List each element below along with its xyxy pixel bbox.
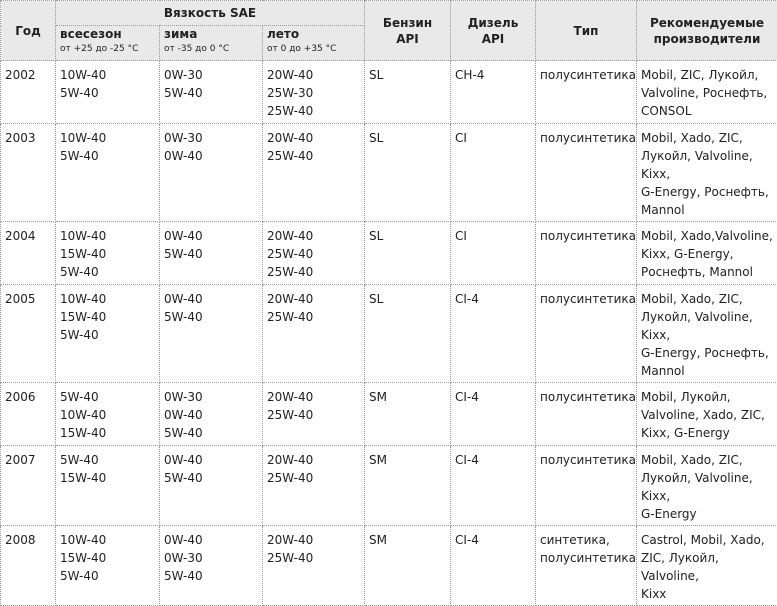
cell-summer-line: 25W-40 [267, 549, 360, 567]
cell-winter [160, 222, 263, 285]
cell-summer-line: 25W-40 [267, 308, 360, 326]
cell-makers [637, 222, 777, 285]
cell-type-line: полусинтетика [540, 66, 632, 84]
cell-makers-line: Valvoline, Роснефть, [641, 84, 773, 102]
cell-makers-line: Kixx, G-Energy, [641, 245, 773, 263]
cell-summer-line: 25W-40 [267, 406, 360, 424]
cell-makers [637, 124, 777, 222]
cell-allseason-line: 5W-40 [60, 567, 155, 585]
cell-year [1, 446, 56, 526]
cell-winter [160, 61, 263, 124]
cell-petrol-api-value: SM [369, 531, 446, 549]
cell-diesel-api-value: CI-4 [455, 388, 531, 406]
header-makers: Рекомендуемые производители [637, 1, 777, 61]
cell-makers [637, 61, 777, 124]
cell-summer-line: 20W-40 [267, 290, 360, 308]
cell-diesel-api-value: CI-4 [455, 531, 531, 549]
cell-summer [263, 61, 365, 124]
cell-winter-line: 0W-40 [164, 147, 258, 165]
cell-summer-line: 25W-40 [267, 469, 360, 487]
cell-type [536, 61, 637, 124]
cell-type-line: полусинтетика [540, 549, 632, 567]
cell-makers [637, 383, 777, 446]
cell-summer-line: 20W-40 [267, 388, 360, 406]
cell-petrol-api-value: SL [369, 227, 446, 245]
cell-petrol-api-value: SM [369, 451, 446, 469]
cell-makers [637, 285, 777, 383]
cell-type [536, 285, 637, 383]
cell-allseason-line: 5W-40 [60, 147, 155, 165]
cell-diesel-api [451, 61, 536, 124]
cell-allseason-line: 5W-40 [60, 263, 155, 281]
table-row [1, 526, 777, 606]
cell-type-line: полусинтетика [540, 227, 632, 245]
cell-allseason-line: 5W-40 [60, 326, 155, 344]
cell-winter [160, 526, 263, 606]
cell-diesel-api [451, 446, 536, 526]
cell-petrol-api-value: SL [369, 290, 446, 308]
cell-petrol-api [365, 285, 451, 383]
cell-diesel-api [451, 526, 536, 606]
cell-summer-line: 25W-40 [267, 147, 360, 165]
cell-winter-line: 0W-30 [164, 549, 258, 567]
cell-winter [160, 285, 263, 383]
cell-allseason [56, 124, 160, 222]
cell-year-value: 2004 [5, 227, 51, 245]
cell-winter-line: 0W-40 [164, 406, 258, 424]
cell-petrol-api [365, 124, 451, 222]
cell-type-line: полусинтетика [540, 129, 632, 147]
cell-allseason-line: 10W-40 [60, 290, 155, 308]
cell-allseason-line: 15W-40 [60, 245, 155, 263]
header-summer: лето от 0 до +35 °C [263, 26, 365, 61]
table-row [1, 61, 777, 124]
cell-petrol-api [365, 383, 451, 446]
cell-makers-line: Лукойл, Valvoline, Kixx, [641, 308, 773, 344]
cell-allseason-line: 5W-40 [60, 451, 155, 469]
cell-year [1, 222, 56, 285]
cell-winter-line: 0W-30 [164, 129, 258, 147]
cell-makers-line: Valvoline, Xado, ZIC, [641, 406, 773, 424]
cell-diesel-api-value: CI [455, 227, 531, 245]
cell-summer-line: 25W-40 [267, 245, 360, 263]
cell-summer [263, 222, 365, 285]
cell-winter-line: 5W-40 [164, 84, 258, 102]
cell-year-value: 2008 [5, 531, 51, 549]
cell-diesel-api [451, 222, 536, 285]
cell-allseason-line: 15W-40 [60, 308, 155, 326]
cell-winter-line: 0W-40 [164, 227, 258, 245]
cell-petrol-api [365, 222, 451, 285]
cell-year-value: 2003 [5, 129, 51, 147]
cell-makers-line: Mobil, Xado,Valvoline, [641, 227, 773, 245]
cell-winter-line: 5W-40 [164, 424, 258, 442]
cell-petrol-api-value: SL [369, 129, 446, 147]
header-diesel-api: Дизель API [451, 1, 536, 61]
cell-makers-line: CONSOL [641, 102, 773, 120]
cell-makers-line: Castrol, Mobil, Xado, [641, 531, 773, 549]
cell-summer-line: 20W-40 [267, 227, 360, 245]
table-row [1, 285, 777, 383]
cell-diesel-api-value: CH-4 [455, 66, 531, 84]
cell-year [1, 383, 56, 446]
cell-makers-line: G-Energy [641, 505, 773, 523]
cell-winter-line: 0W-40 [164, 290, 258, 308]
cell-type [536, 222, 637, 285]
cell-makers-line: ZIC, Лукойл, Valvoline, [641, 549, 773, 585]
cell-allseason-line: 15W-40 [60, 424, 155, 442]
cell-winter [160, 124, 263, 222]
cell-allseason [56, 383, 160, 446]
cell-makers [637, 446, 777, 526]
cell-summer [263, 383, 365, 446]
cell-type [536, 526, 637, 606]
cell-makers-line: Роснефть, Mannol [641, 263, 773, 281]
cell-winter-line: 5W-40 [164, 567, 258, 585]
header-year: Год [1, 1, 56, 61]
header-petrol-api: Бензин API [365, 1, 451, 61]
cell-type [536, 383, 637, 446]
cell-year-value: 2002 [5, 66, 51, 84]
cell-year-value: 2006 [5, 388, 51, 406]
cell-winter [160, 446, 263, 526]
cell-makers [637, 526, 777, 606]
cell-allseason-line: 10W-40 [60, 66, 155, 84]
cell-winter-line: 0W-30 [164, 388, 258, 406]
cell-summer-line: 25W-30 [267, 84, 360, 102]
cell-summer [263, 285, 365, 383]
cell-winter-line: 5W-40 [164, 308, 258, 326]
cell-makers-line: Mannol [641, 362, 773, 380]
cell-winter-line: 0W-30 [164, 66, 258, 84]
cell-summer-line: 20W-40 [267, 451, 360, 469]
cell-diesel-api [451, 124, 536, 222]
header-type: Тип [536, 1, 637, 61]
cell-allseason [56, 526, 160, 606]
cell-summer [263, 446, 365, 526]
cell-petrol-api-value: SL [369, 66, 446, 84]
cell-year [1, 124, 56, 222]
cell-allseason [56, 222, 160, 285]
header-viscosity: Вязкость SAE [56, 1, 365, 26]
cell-allseason-line: 10W-40 [60, 227, 155, 245]
cell-summer-line: 20W-40 [267, 66, 360, 84]
cell-year-value: 2005 [5, 290, 51, 308]
cell-makers-line: Mobil, Xado, ZIC, [641, 129, 773, 147]
cell-summer-line: 25W-40 [267, 102, 360, 120]
cell-winter-line: 0W-40 [164, 531, 258, 549]
cell-makers-line: G-Energy, Роснефть, [641, 183, 773, 201]
table-row [1, 446, 777, 526]
cell-makers-line: Kixx [641, 585, 773, 603]
table-row [1, 383, 777, 446]
cell-petrol-api [365, 526, 451, 606]
cell-type [536, 124, 637, 222]
cell-type [536, 446, 637, 526]
table-body [1, 61, 777, 606]
header-allseason: всесезон от +25 до -25 °C [56, 26, 160, 61]
cell-makers-line: Mannol [641, 201, 773, 219]
cell-winter [160, 383, 263, 446]
cell-makers-line: Mobil, Xado, ZIC, [641, 451, 773, 469]
cell-year [1, 61, 56, 124]
cell-type-line: полусинтетика [540, 451, 632, 469]
cell-summer-line: 20W-40 [267, 531, 360, 549]
cell-makers-line: G-Energy, Роснефть, [641, 344, 773, 362]
cell-petrol-api [365, 61, 451, 124]
cell-diesel-api-value: CI-4 [455, 290, 531, 308]
header-winter: зима от -35 до 0 °C [160, 26, 263, 61]
cell-type-line: синтетика, [540, 531, 632, 549]
cell-makers-line: Mobil, Лукойл, [641, 388, 773, 406]
cell-year [1, 526, 56, 606]
cell-diesel-api [451, 383, 536, 446]
table-row [1, 222, 777, 285]
cell-winter-line: 5W-40 [164, 245, 258, 263]
cell-petrol-api-value: SM [369, 388, 446, 406]
cell-summer-line: 25W-40 [267, 263, 360, 281]
cell-summer [263, 526, 365, 606]
cell-makers-line: Лукойл, Valvoline, Kixx, [641, 147, 773, 183]
cell-winter-line: 5W-40 [164, 469, 258, 487]
cell-allseason-line: 15W-40 [60, 469, 155, 487]
cell-makers-line: Mobil, ZIC, Лукойл, [641, 66, 773, 84]
cell-allseason [56, 61, 160, 124]
cell-diesel-api-value: CI-4 [455, 451, 531, 469]
cell-allseason [56, 285, 160, 383]
cell-allseason-line: 10W-40 [60, 531, 155, 549]
cell-summer [263, 124, 365, 222]
cell-type-line: полусинтетика [540, 388, 632, 406]
cell-diesel-api [451, 285, 536, 383]
cell-allseason-line: 10W-40 [60, 129, 155, 147]
cell-allseason-line: 5W-40 [60, 84, 155, 102]
cell-allseason-line: 10W-40 [60, 406, 155, 424]
cell-diesel-api-value: CI [455, 129, 531, 147]
cell-makers-line: Mobil, Xado, ZIC, [641, 290, 773, 308]
cell-summer-line: 20W-40 [267, 129, 360, 147]
cell-allseason-line: 5W-40 [60, 388, 155, 406]
cell-allseason-line: 15W-40 [60, 549, 155, 567]
cell-type-line: полусинтетика [540, 290, 632, 308]
cell-allseason [56, 446, 160, 526]
cell-makers-line: Лукойл, Valvoline, Kixx, [641, 469, 773, 505]
cell-year-value: 2007 [5, 451, 51, 469]
table-row [1, 124, 777, 222]
cell-petrol-api [365, 446, 451, 526]
cell-makers-line: Kixx, G-Energy [641, 424, 773, 442]
cell-year [1, 285, 56, 383]
cell-winter-line: 0W-40 [164, 451, 258, 469]
